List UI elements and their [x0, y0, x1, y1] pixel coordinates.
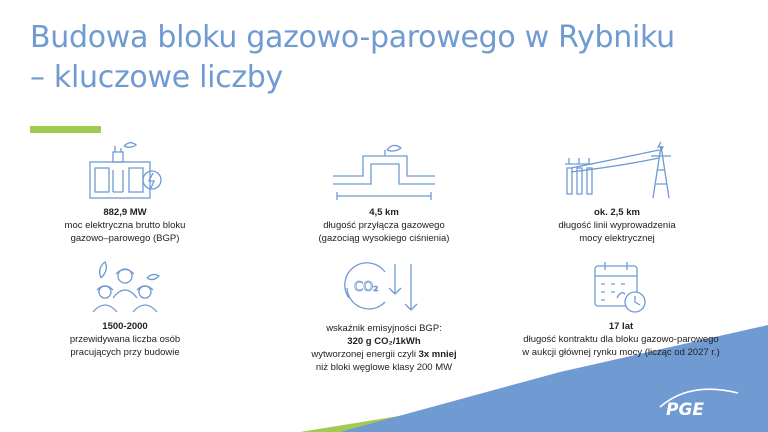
stat-contract-line2: w aukcji głównej rynku mocy (licząc od 2027 r.)	[522, 347, 720, 358]
stat-power-line1: moc elektryczna brutto bloku	[64, 220, 186, 231]
accent-bar	[30, 126, 101, 133]
stat-pipeline-line1: długość przyłącza gazowego	[323, 220, 445, 231]
stat-emissions-line3	[264, 348, 504, 361]
stat-power-line-value: ok. 2,5 km	[594, 207, 640, 218]
stat-contract-line1: długość kontraktu dla bloku gazowo-parowego	[523, 334, 719, 345]
pge-logo	[656, 385, 756, 421]
stat-power-line-line1: długość linii wyprowadzenia	[558, 220, 676, 231]
stat-workers-line2: pracujących przy budowie	[70, 347, 180, 358]
stat-power	[15, 140, 235, 245]
power-plant-icon	[85, 140, 165, 202]
power-line-icon	[557, 140, 677, 202]
co2-emission-icon	[339, 258, 429, 318]
stat-workers-line1: przewidywana liczba osób	[69, 334, 181, 345]
stat-emissions	[264, 258, 504, 374]
stat-power-line	[507, 140, 727, 245]
stat-pipeline-value: 4,5 km	[369, 207, 399, 218]
workers-icon	[85, 258, 165, 316]
stat-contract	[496, 258, 746, 359]
stat-pipeline	[274, 140, 494, 245]
stat-workers	[15, 258, 235, 359]
logo-text: PGE	[666, 400, 705, 420]
page-title-line2: – kluczowe liczby	[30, 60, 283, 95]
page-title-line1: Budowa bloku gazowo-parowego w Rybniku	[30, 20, 675, 55]
stat-emissions-value: 320 g CO₂/1kWh	[347, 336, 421, 347]
calendar-clock-icon	[591, 258, 651, 316]
stat-contract-value: 17 lat	[608, 321, 634, 332]
stat-power-line2: gazowo–parowego (BGP)	[70, 233, 180, 244]
stat-emissions-line3a: wytworzonej energii czyli	[311, 349, 419, 360]
stat-power-value: 882,9 MW	[103, 207, 147, 218]
stat-workers-value: 1500-2000	[102, 321, 148, 332]
page-title	[30, 18, 750, 98]
stat-power-line-line2: mocy elektrycznej	[579, 233, 655, 244]
stat-emissions-line4: niż bloki węglowe klasy 200 MW	[315, 362, 453, 373]
stat-emissions-label: wskaźnik emisyjności BGP:	[326, 323, 442, 334]
gas-pipeline-icon	[329, 140, 439, 202]
stat-emissions-line3b: 3x mniej	[418, 349, 457, 360]
stat-pipeline-line2: (gazociąg wysokiego ciśnienia)	[318, 233, 450, 244]
co2-text: CO₂	[354, 280, 379, 295]
